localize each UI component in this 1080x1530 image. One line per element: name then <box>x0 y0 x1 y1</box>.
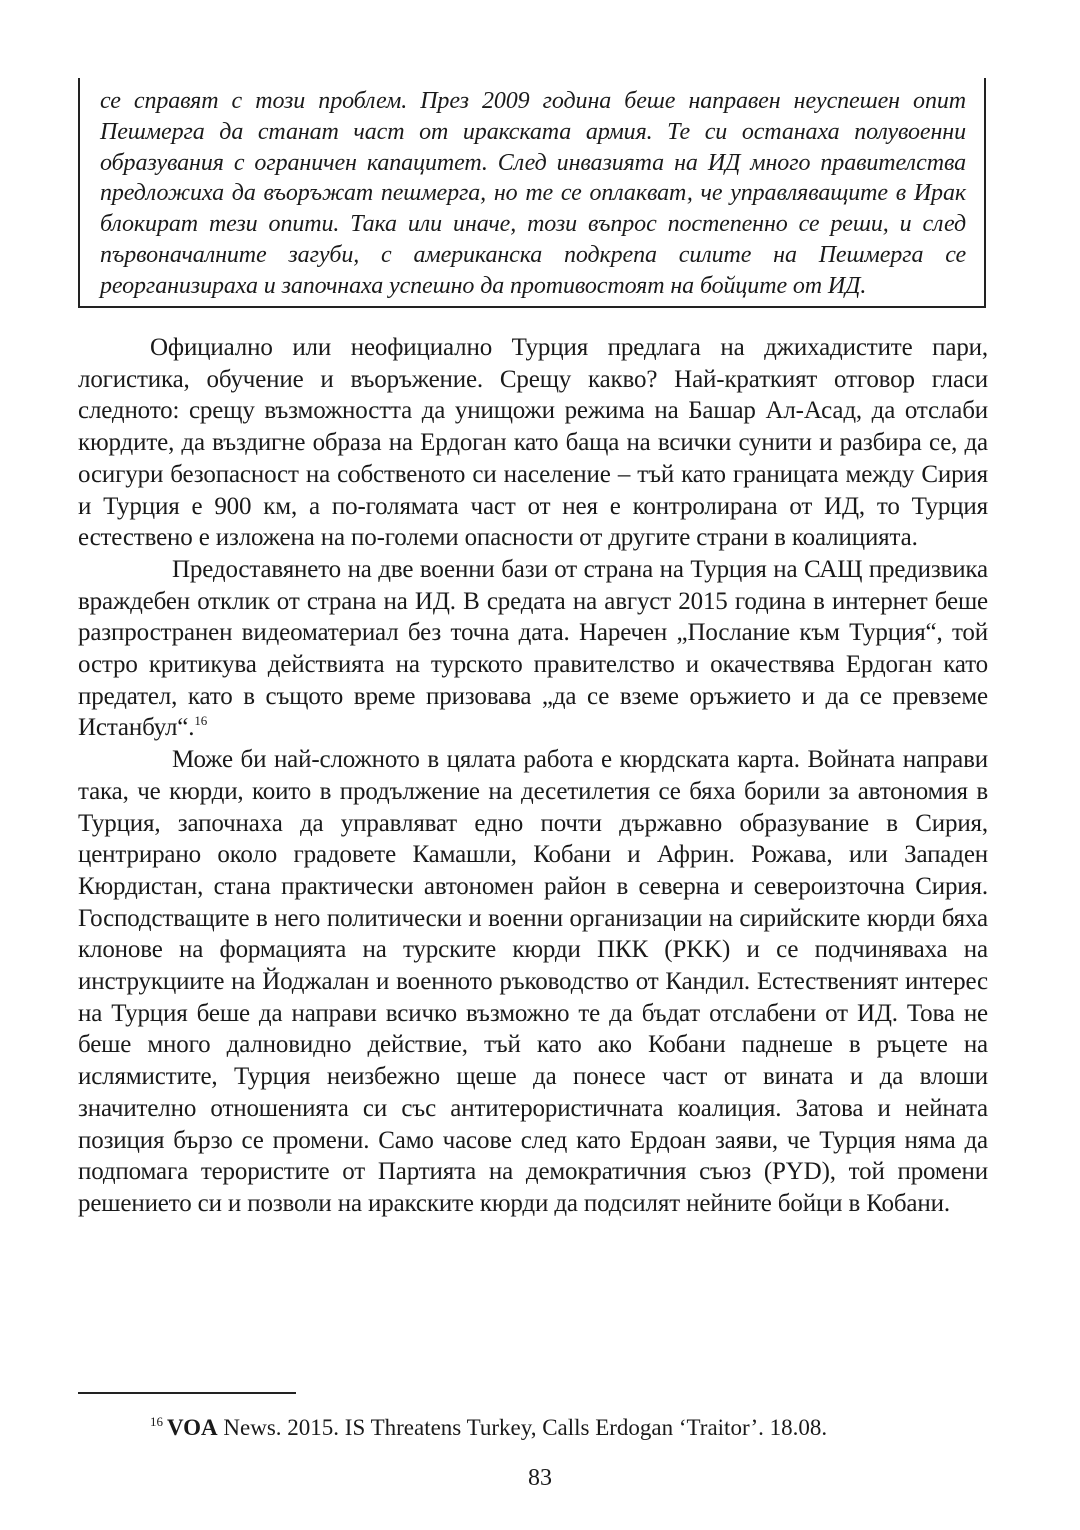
main-text <box>78 332 988 1220</box>
footnote <box>150 1414 970 1442</box>
paragraph-military-bases <box>78 554 988 744</box>
footnote-reference[interactable]: 16 <box>194 713 208 729</box>
boxed-excerpt-text: се справят с този проблем. През 2009 година беше направен неуспешен опит Пешмерга да станат част от иракската армия. Те си останаха полувоенни образувания с ограничен капацитет. След инвазията на ИД много правителства предложиха да въоръжат пешмерга, но те се оплакват, че управляващите в Ирак блокират тези опити. Така или иначе, този въпрос постепенно се реши, и след първоначалните загуби, с американска подкрепа силите на Пешмерга се реорганизираха и започнаха успешно да противостоят на бойците от ИД. <box>100 88 966 299</box>
paragraph-kurdish-card: Може би най-сложното в цялата работа е кюрдската карта. Войната направи така, че кюрди, които в продължение на десетилетия се бяха борили за автономия в Турция, започнаха да управляват едно почти държавно образувание в Сирия, центрирано около градовете Камашли, Кобани и Африн. Рожава, или Западен Кюрдистан, стана практически автономен район в северна и североизточна Сирия. Господстващите в него политически и военни организации на сирийските кюрди бяха клонове на формацията на турските кюрди ПКК (PKK) и се подчиняваха на инструкциите на Йоджалан и военното ръководство от Кандил. Естественият интерес на Турция беше да направи всичко възможно те да бъдат отслабени от ИД. Това не беше много далновидно действие, тъй като ако Кобани паднеше в ръцете на ислямистите, Турция неизбежно щеше да понесе част от вината и да влоши значително отношенията си със антитерористичната коалиция. Затова и нейната позиция бързо се промени. Само часове след като Ердоан заяви, че Турция няма да подпомага терористите от Партията на демократичния съюз (PYD), той промени решението си и позволи на иракските кюрди да подсилят нейните бойци в Кобани. <box>78 746 988 1217</box>
footnote-text: News. 2015. IS Threatens Turkey, Calls Erdogan ‘Traitor’. 18.08. <box>217 1415 828 1440</box>
boxed-excerpt <box>78 78 986 308</box>
footnote-separator <box>78 1392 296 1394</box>
paragraph-turkey-support: Официално или неофициално Турция предлага на джихадистите пари, логистика, обучение и въоръжение. Срещу какво? Най-краткият отговор гласи следното: срещу възможността да унищожи режима на Башар Ал-Асад, да отслаби кюрдите, да въздигне образа на Ердоган като баща на всички сунити и разбира се, да осигури безопасност на собственото си население – тъй като границата между Сирия и Турция е 900 км, а по-голямата част от нея е контролирана от ИД, то Турция естествено е изложена на по-големи опасности от другите страни в коалицията. <box>78 334 988 552</box>
footnote-source: VOA <box>167 1415 218 1440</box>
footnote-number: 16 <box>150 1414 163 1429</box>
page-number: 83 <box>528 1465 552 1491</box>
paragraph-military-bases-text: Предоставянето на две военни бази от страна на Турция на САЩ предизвика враждебен отклик от страна на ИД. В средата на август 2015 година в интернет беше разпространен видеоматериал без точна дата. Наречен „Послание към Турция“, той остро критикува действията на турското правителство и окачествява Ердоган като предател, като в същото време призовава „да се вземе оръжието и да се превземе Истанбул“. <box>78 555 988 742</box>
